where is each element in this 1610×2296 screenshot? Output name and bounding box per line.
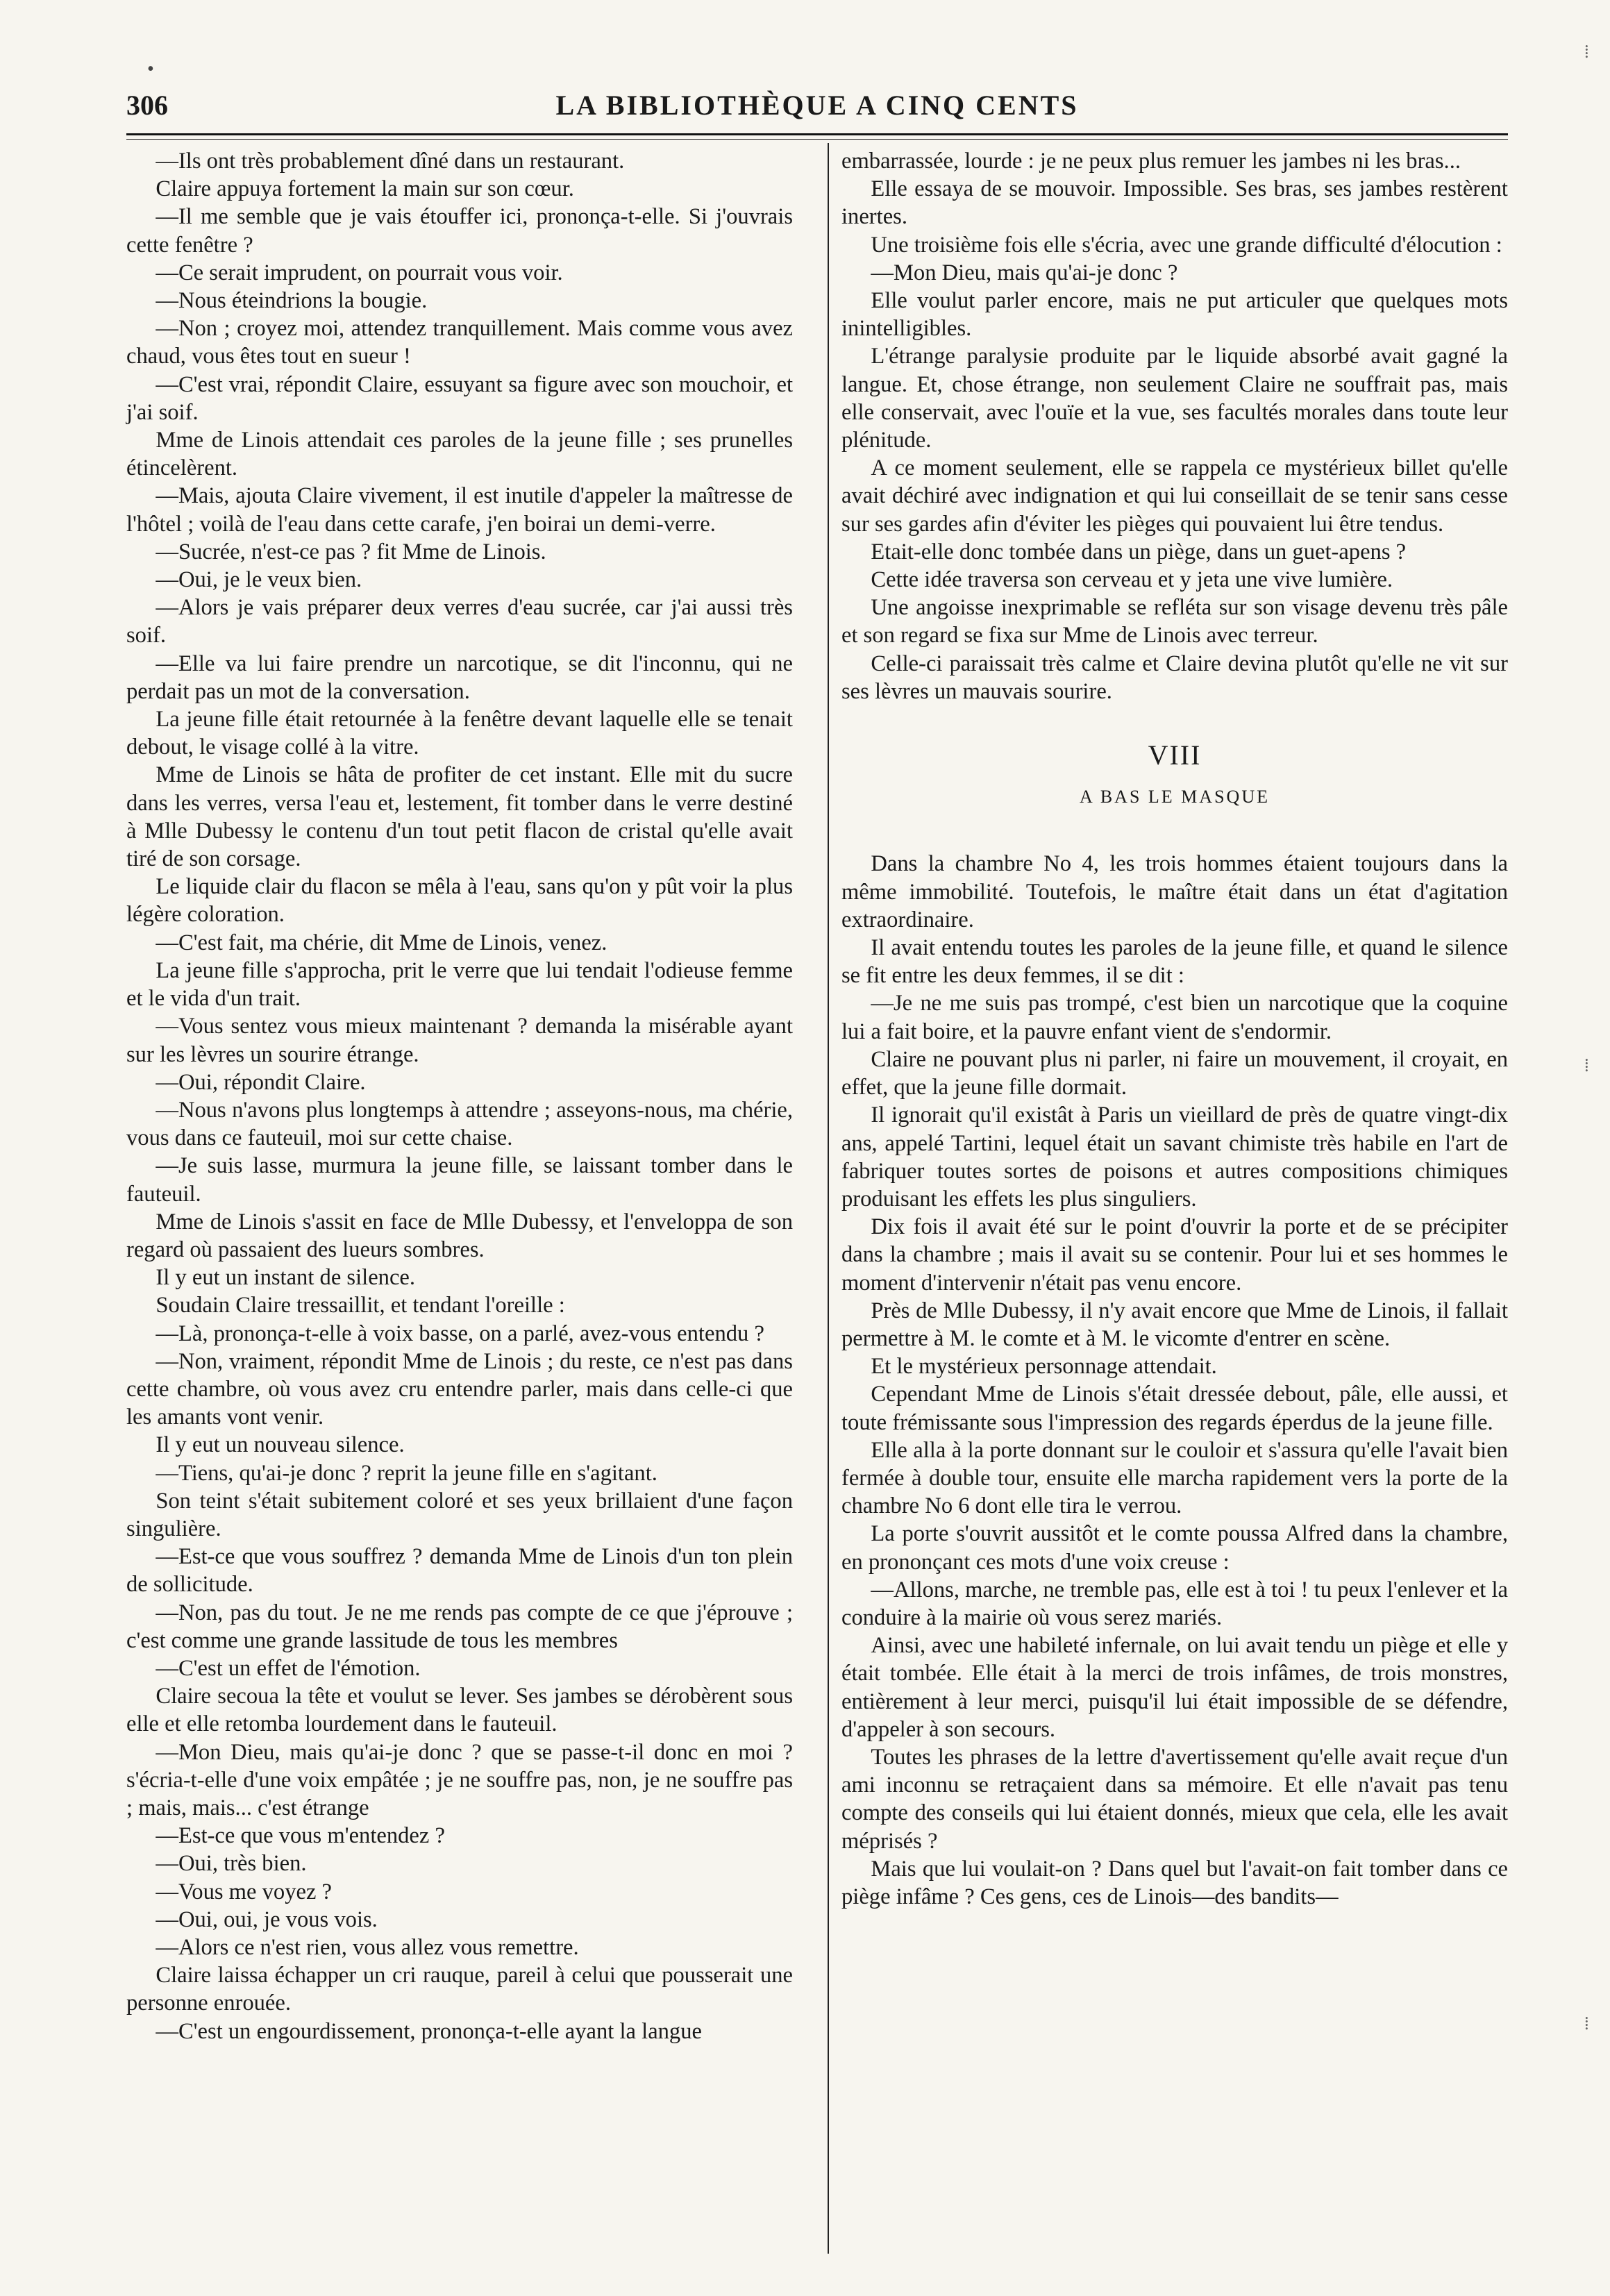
paragraph: A ce moment seulement, elle se rappela ce mystérieux billet qu'elle avait déchiré avec indignation et qui lui conseillait de se tenir sans cesse sur ses gardes afin d'éviter les pièges qui pouvaient lui être tendus. bbox=[841, 455, 1508, 537]
paragraph: —Ils ont très probablement dîné dans un restaurant. bbox=[156, 149, 625, 174]
paragraph: —Mon Dieu, mais qu'ai-je donc ? que se passe-t-il donc en moi ? s'écria-t-elle d'une voix empâtée ; je ne souffre pas, non, je ne souffre pas ; mais, mais... c'est étrange bbox=[126, 1739, 793, 1820]
margin-mark: ⁞ bbox=[1584, 42, 1589, 62]
paragraph: —Oui, oui, je vous vois. bbox=[156, 1907, 378, 1932]
paragraph: Son teint s'était subitement coloré et ses yeux brillaient d'une façon singulière. bbox=[126, 1488, 793, 1541]
paragraph: Cependant Mme de Linois s'était dressée debout, pâle, elle aussi, et toute frémissante sous l'impression des regards éperdus de la jeune fille. bbox=[841, 1382, 1508, 1435]
margin-mark: ⁞ bbox=[1584, 2013, 1589, 2034]
right-column bbox=[841, 147, 1508, 1911]
paragraph: Mme de Linois s'assit en face de Mlle Dubessy, et l'enveloppa de son regard où passaient des lueurs sombres. bbox=[126, 1209, 793, 1262]
paragraph: —Je suis lasse, murmura la jeune fille, se laissant tomber dans le fauteuil. bbox=[126, 1153, 793, 1207]
paragraph: L'étrange paralysie produite par le liquide absorbé avait gagné la langue. Et, chose étrange, non seulement Claire ne souffrait pas, mais elle conservait, avec l'ouïe et la vue, ses facultés morales dans toute leur plénitude. bbox=[841, 344, 1508, 453]
paragraph: Elle alla à la porte donnant sur le couloir et s'assura qu'elle l'avait bien fermée à double tour, ensuite elle marcha rapidement vers la porte de la chambre No 6 dont elle tira le verrou. bbox=[841, 1437, 1508, 1519]
page-number: 306 bbox=[126, 90, 168, 121]
paragraph: Elle essaya de se mouvoir. Impossible. Ses bras, ses jambes restèrent inertes. bbox=[841, 176, 1508, 230]
paragraph: Claire ne pouvant plus ni parler, ni faire un mouvement, il croyait, en effet, que la jeune fille dormait. bbox=[841, 1046, 1508, 1100]
paragraph: La jeune fille s'approcha, prit le verre que lui tendait l'odieuse femme et le vida d'un trait. bbox=[126, 957, 793, 1012]
paragraph: —C'est un engourdissement, prononça-t-elle ayant la langue bbox=[156, 2018, 702, 2044]
paragraph: Mme de Linois attendait ces paroles de la jeune fille ; ses prunelles étincelèrent. bbox=[126, 428, 793, 481]
right-column-top bbox=[841, 147, 1508, 705]
paragraph: La porte s'ouvrit aussitôt et le comte poussa Alfred dans la chambre, en prononçant ces mots d'une voix creuse : bbox=[841, 1521, 1508, 1575]
margin-mark: ⁞ bbox=[1584, 1055, 1589, 1075]
paragraph: —Vous sentez vous mieux maintenant ? demanda la misérable ayant sur les lèvres un sourire étrange. bbox=[126, 1014, 793, 1067]
paragraph: Soudain Claire tressaillit, et tendant l'oreille : bbox=[156, 1293, 565, 1318]
paragraph: —Sucrée, n'est-ce pas ? fit Mme de Linois. bbox=[156, 539, 546, 564]
header-rule bbox=[126, 133, 1508, 135]
chapter-number: VIII bbox=[1148, 739, 1202, 771]
paragraph: Il ignorait qu'il existât à Paris un vieillard de près de quatre vingt-dix ans, appelé Tartini, lequel était un savant chimiste très habile en l'art de fabriquer toutes sortes de poisons et autres compositions chimiques produisant les effets les plus singuliers. bbox=[841, 1103, 1508, 1212]
paragraph: Dix fois il avait été sur le point d'ouvrir la porte et de se précipiter dans la chambre ; mais il avait su se contenir. Pour lui et ses hommes le moment d'intervenir n'était pas venu encore. bbox=[841, 1214, 1508, 1296]
paragraph: —Allons, marche, ne tremble pas, elle est à toi ! tu peux l'enlever et la conduire à la mairie où vous serez mariés. bbox=[841, 1577, 1508, 1630]
page-header bbox=[126, 89, 1508, 131]
paragraph: —Vous me voyez ? bbox=[156, 1879, 333, 1904]
paragraph: —Mon Dieu, mais qu'ai-je donc ? bbox=[871, 260, 1178, 285]
paragraph: —Mais, ajouta Claire vivement, il est inutile d'appeler la maîtresse de l'hôtel ; voilà de l'eau dans cette carafe, j'en boirai un demi-verre. bbox=[126, 483, 793, 537]
paragraph: —Elle va lui faire prendre un narcotique, se dit l'inconnu, qui ne perdait pas un mot de la conversation. bbox=[126, 651, 793, 704]
paragraph: Il y eut un instant de silence. bbox=[156, 1265, 416, 1291]
paragraph: —Oui, très bien. bbox=[156, 1851, 307, 1877]
paragraph: —Alors je vais préparer deux verres d'eau sucrée, car j'ai aussi très soif. bbox=[126, 595, 793, 648]
header-rule-thin bbox=[126, 139, 1508, 140]
paragraph: —Ce serait imprudent, on pourrait vous voir. bbox=[156, 260, 563, 285]
paragraph: Une angoisse inexprimable se refléta sur son visage devenu très pâle et son regard se fixa sur Mme de Linois avec terreur. bbox=[841, 595, 1508, 648]
left-column bbox=[126, 147, 793, 2045]
paragraph: —Nous éteindrions la bougie. bbox=[156, 288, 428, 314]
paragraph: —Nous n'avons plus longtemps à attendre ; asseyons-nous, ma chérie, vous dans ce fauteuil, moi sur cette chaise. bbox=[126, 1097, 793, 1151]
print-speck: • bbox=[147, 58, 154, 80]
paragraph: Claire laissa échapper un cri rauque, pareil à celui que pousserait une personne enrouée. bbox=[126, 1963, 793, 2016]
paragraph: Et le mystérieux personnage attendait. bbox=[871, 1354, 1217, 1380]
paragraph: Elle voulut parler encore, mais ne put articuler que quelques mots inintelligibles. bbox=[841, 288, 1508, 342]
paragraph: —Tiens, qu'ai-je donc ? reprit la jeune fille en s'agitant. bbox=[156, 1460, 657, 1486]
paragraph: —Non, vraiment, répondit Mme de Linois ; du reste, ce n'est pas dans cette chambre, où vous avez cru entendre parler, mais dans celle-ci que les amants vont venir. bbox=[126, 1348, 793, 1430]
paragraph: Mais que lui voulait-on ? Dans quel but l'avait-on fait tomber dans ce piège infâme ? Ces gens, ces de Linois—des bandits— bbox=[841, 1856, 1508, 1909]
paragraph: Toutes les phrases de la lettre d'avertissement qu'elle avait reçue d'un ami inconnu se retraçaient dans sa mémoire. Et elle n'avait pas tenu compte des conseils qui lui étaient donnés, mieux que cela, elle les avait méprisés ? bbox=[841, 1744, 1508, 1854]
paragraph: Il avait entendu toutes les paroles de la jeune fille, et quand le silence se fit entre les deux femmes, il se dit : bbox=[841, 935, 1508, 989]
paragraph: Près de Mlle Dubessy, il n'y avait encore que Mme de Linois, il fallait permettre à M. le comte et à M. le vicomte d'entrer en scène. bbox=[841, 1298, 1508, 1351]
paragraph: embarrassée, lourde : je ne peux plus remuer les jambes ni les bras... bbox=[841, 149, 1461, 174]
paragraph: Ainsi, avec une habileté infernale, on lui avait tendu un piège et elle y était tombée. Elle était à la merci de trois infâmes, de trois monstres, entièrement à leur merci, puisqu'il lui était impossible de se défendre, d'appeler à son secours. bbox=[841, 1633, 1508, 1742]
paragraph: —Il me semble que je vais étouffer ici, prononça-t-elle. Si j'ouvrais cette fenêtre ? bbox=[126, 204, 793, 258]
paragraph: —C'est vrai, répondit Claire, essuyant sa figure avec son mouchoir, et j'ai soif. bbox=[126, 371, 793, 425]
paragraph: —Est-ce que vous m'entendez ? bbox=[156, 1823, 445, 1849]
paragraph: Mme de Linois se hâta de profiter de cet instant. Elle mit du sucre dans les verres, versa l'eau et, lestement, fit tomber dans le verre destiné à Mlle Dubessy le contenu d'un tout petit flacon de cristal qu'elle avait tiré de son corsage. bbox=[126, 762, 793, 872]
paragraph: Cette idée traversa son cerveau et y jeta une vive lumière. bbox=[871, 567, 1393, 593]
paragraph: —Non, pas du tout. Je ne me rends pas compte de ce que j'éprouve ; c'est comme une grande lassitude de tous les membres bbox=[126, 1600, 793, 1653]
paragraph: —Est-ce que vous souffrez ? demanda Mme de Linois d'un ton plein de sollicitude. bbox=[126, 1544, 793, 1598]
paragraph: —Oui, répondit Claire. bbox=[156, 1069, 366, 1095]
paragraph: La jeune fille était retournée à la fenêtre devant laquelle elle se tenait debout, le visage collé à la vitre. bbox=[126, 707, 793, 760]
journal-title: LA BIBLIOTHÈQUE A CINQ CENTS bbox=[555, 90, 1079, 121]
paragraph: —C'est un effet de l'émotion. bbox=[156, 1655, 421, 1681]
paragraph: —Non ; croyez moi, attendez tranquillement. Mais comme vous avez chaud, vous êtes tout en sueur ! bbox=[126, 316, 793, 369]
paragraph: Il y eut un nouveau silence. bbox=[156, 1432, 405, 1458]
paragraph: Le liquide clair du flacon se mêla à l'eau, sans qu'on y pût voir la plus légère coloration. bbox=[126, 874, 793, 928]
paragraph: —C'est fait, ma chérie, dit Mme de Linois, venez. bbox=[156, 930, 607, 955]
paragraph: —Là, prononça-t-elle à voix basse, on a parlé, avez-vous entendu ? bbox=[156, 1321, 764, 1346]
paragraph: —Alors ce n'est rien, vous allez vous remettre. bbox=[156, 1935, 579, 1960]
paragraph: Claire appuya fortement la main sur son cœur. bbox=[156, 176, 574, 202]
paragraph: Dans la chambre No 4, les trois hommes étaient toujours dans la même immobilité. Toutefois, le maître était dans un état d'agitation extraordinaire. bbox=[841, 851, 1508, 932]
paragraph: Etait-elle donc tombée dans un piège, dans un guet-apens ? bbox=[871, 539, 1407, 564]
chapter-title: A BAS LE MASQUE bbox=[1080, 787, 1270, 807]
right-column-bottom bbox=[841, 850, 1508, 1911]
paragraph: —Je ne me suis pas trompé, c'est bien un narcotique que la coquine lui a fait boire, et la pauvre enfant vient de s'endormir. bbox=[841, 991, 1508, 1044]
paragraph: Claire secoua la tête et voulut se lever. Ses jambes se dérobèrent sous elle et elle retomba lourdement dans le fauteuil. bbox=[126, 1684, 793, 1737]
paragraph: Celle-ci paraissait très calme et Claire devina plutôt qu'elle ne vit sur ses lèvres un mauvais sourire. bbox=[841, 651, 1508, 704]
column-divider bbox=[828, 143, 829, 2254]
paragraph: Une troisième fois elle s'écria, avec une grande difficulté d'élocution : bbox=[871, 232, 1502, 258]
paragraph: —Oui, je le veux bien. bbox=[156, 567, 362, 593]
